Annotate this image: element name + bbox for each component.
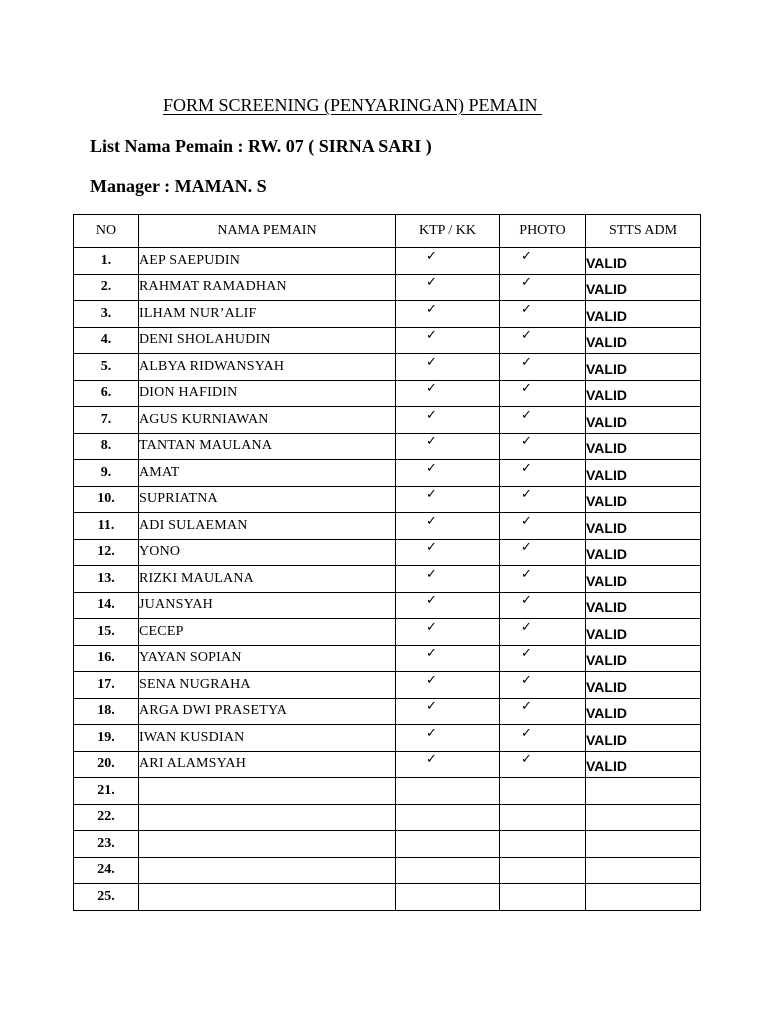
checkmark-icon: ✓ [426,301,437,317]
player-name: YAYAN SOPIAN [139,645,396,672]
checkmark-icon: ✓ [426,672,437,688]
table-row [74,354,701,381]
checkmark-icon: ✓ [521,487,532,503]
row-number: 20. [74,751,139,778]
player-screening-table [73,214,701,911]
photo-cell [500,460,586,487]
player-name [139,857,396,884]
status-badge: VALID [586,599,627,616]
checkmark-icon: ✓ [521,354,532,370]
table-row [74,327,701,354]
player-name: AEP SAEPUDIN [139,248,396,275]
status-badge: VALID [586,307,627,324]
header-photo: PHOTO [500,215,586,248]
header-ktp-kk: KTP / KK [396,215,500,248]
row-number: 8. [74,433,139,460]
player-name: ARGA DWI PRASETYA [139,698,396,725]
photo-cell [500,248,586,275]
checkmark-icon: ✓ [426,593,437,609]
checkmark-icon: ✓ [426,752,437,768]
ktp-kk-cell [396,645,500,672]
player-name: ALBYA RIDWANSYAH [139,354,396,381]
photo-cell [500,698,586,725]
status-badge: VALID [586,625,627,642]
player-name: DENI SHOLAHUDIN [139,327,396,354]
admin-status-cell [586,592,701,619]
ktp-kk-cell [396,407,500,434]
table-header-row [74,215,701,248]
ktp-kk-cell [396,857,500,884]
checkmark-icon: ✓ [426,248,437,264]
checkmark-icon: ✓ [521,301,532,317]
player-name: ILHAM NUR’ALIF [139,301,396,328]
player-name: JUANSYAH [139,592,396,619]
table-row [74,486,701,513]
player-name: YONO [139,539,396,566]
table-row [74,460,701,487]
checkmark-icon: ✓ [426,513,437,529]
ktp-kk-cell [396,619,500,646]
photo-cell [500,433,586,460]
checkmark-icon: ✓ [521,593,532,609]
player-name: ARI ALAMSYAH [139,751,396,778]
row-number: 1. [74,248,139,275]
table-row [74,274,701,301]
ktp-kk-cell [396,778,500,805]
ktp-kk-cell [396,354,500,381]
table-row [74,513,701,540]
row-number: 16. [74,645,139,672]
ktp-kk-cell [396,433,500,460]
checkmark-icon: ✓ [521,275,532,291]
row-number: 25. [74,884,139,911]
player-name: SUPRIATNA [139,486,396,513]
player-name: RAHMAT RAMADHAN [139,274,396,301]
status-badge: VALID [586,519,627,536]
admin-status-cell [586,831,701,858]
status-badge: VALID [586,334,627,351]
admin-status-cell [586,539,701,566]
row-number: 2. [74,274,139,301]
photo-cell [500,380,586,407]
player-name [139,831,396,858]
checkmark-icon: ✓ [521,434,532,450]
row-number: 21. [74,778,139,805]
player-list-heading: List Nama Pemain : RW. 07 ( SIRNA SARI ) [90,136,432,156]
status-badge: VALID [586,546,627,563]
photo-cell [500,645,586,672]
admin-status-cell [586,645,701,672]
checkmark-icon: ✓ [426,328,437,344]
row-number: 4. [74,327,139,354]
photo-cell [500,486,586,513]
checkmark-icon: ✓ [521,248,532,264]
admin-status-cell [586,619,701,646]
admin-status-cell [586,884,701,911]
checkmark-icon: ✓ [521,672,532,688]
admin-status-cell [586,327,701,354]
manager-heading: Manager : MAMAN. S [90,176,267,196]
row-number: 18. [74,698,139,725]
photo-cell [500,592,586,619]
row-number: 15. [74,619,139,646]
checkmark-icon: ✓ [426,725,437,741]
header-player-name: NAMA PEMAIN [139,215,396,248]
admin-status-cell [586,354,701,381]
checkmark-icon: ✓ [521,566,532,582]
checkmark-icon: ✓ [521,699,532,715]
checkmark-icon: ✓ [426,381,437,397]
player-name [139,804,396,831]
table-row [74,698,701,725]
player-name: ADI SULAEMAN [139,513,396,540]
ktp-kk-cell [396,513,500,540]
admin-status-cell [586,274,701,301]
player-name: AGUS KURNIAWAN [139,407,396,434]
ktp-kk-cell [396,831,500,858]
admin-status-cell [586,778,701,805]
player-name: AMAT [139,460,396,487]
row-number: 10. [74,486,139,513]
ktp-kk-cell [396,804,500,831]
admin-status-cell [586,486,701,513]
checkmark-icon: ✓ [426,566,437,582]
player-name [139,884,396,911]
admin-status-cell [586,380,701,407]
ktp-kk-cell [396,248,500,275]
checkmark-icon: ✓ [426,487,437,503]
row-number: 11. [74,513,139,540]
status-badge: VALID [586,466,627,483]
admin-status-cell [586,804,701,831]
ktp-kk-cell [396,539,500,566]
photo-cell [500,539,586,566]
photo-cell [500,274,586,301]
row-number: 12. [74,539,139,566]
status-badge: VALID [586,281,627,298]
photo-cell [500,672,586,699]
table-body [74,248,701,911]
checkmark-icon: ✓ [521,407,532,423]
checkmark-icon: ✓ [521,725,532,741]
status-badge: VALID [586,652,627,669]
admin-status-cell [586,566,701,593]
photo-cell [500,751,586,778]
table-row [74,433,701,460]
checkmark-icon: ✓ [426,275,437,291]
photo-cell [500,857,586,884]
checkmark-icon: ✓ [521,646,532,662]
ktp-kk-cell [396,566,500,593]
table-row [74,380,701,407]
photo-cell [500,354,586,381]
photo-cell [500,778,586,805]
player-name [139,778,396,805]
status-badge: VALID [586,678,627,695]
row-number: 24. [74,857,139,884]
row-number: 5. [74,354,139,381]
ktp-kk-cell [396,460,500,487]
status-badge: VALID [586,493,627,510]
row-number: 7. [74,407,139,434]
checkmark-icon: ✓ [521,328,532,344]
checkmark-icon: ✓ [426,646,437,662]
table-row [74,672,701,699]
player-name: DION HAFIDIN [139,380,396,407]
player-name: SENA NUGRAHA [139,672,396,699]
table-row [74,592,701,619]
checkmark-icon: ✓ [521,513,532,529]
header-admin-status: STTS ADM [586,215,701,248]
ktp-kk-cell [396,698,500,725]
table-row [74,831,701,858]
admin-status-cell [586,857,701,884]
status-badge: VALID [586,387,627,404]
photo-cell [500,566,586,593]
table-row [74,619,701,646]
ktp-kk-cell [396,327,500,354]
ktp-kk-cell [396,380,500,407]
checkmark-icon: ✓ [426,354,437,370]
player-name: TANTAN MAULANA [139,433,396,460]
admin-status-cell [586,433,701,460]
admin-status-cell [586,248,701,275]
row-number: 19. [74,725,139,752]
ktp-kk-cell [396,301,500,328]
checkmark-icon: ✓ [426,460,437,476]
status-badge: VALID [586,413,627,430]
table-row [74,301,701,328]
checkmark-icon: ✓ [426,699,437,715]
status-badge: VALID [586,572,627,589]
row-number: 13. [74,566,139,593]
ktp-kk-cell [396,751,500,778]
table-row [74,248,701,275]
photo-cell [500,301,586,328]
checkmark-icon: ✓ [521,752,532,768]
table-row [74,645,701,672]
photo-cell [500,619,586,646]
player-name: RIZKI MAULANA [139,566,396,593]
admin-status-cell [586,751,701,778]
table-row [74,778,701,805]
admin-status-cell [586,407,701,434]
photo-cell [500,884,586,911]
form-title: FORM SCREENING (PENYARINGAN) PEMAIN [163,95,543,115]
ktp-kk-cell [396,672,500,699]
admin-status-cell [586,725,701,752]
player-name: CECEP [139,619,396,646]
row-number: 22. [74,804,139,831]
checkmark-icon: ✓ [426,619,437,635]
checkmark-icon: ✓ [426,540,437,556]
admin-status-cell [586,698,701,725]
table-row [74,566,701,593]
row-number: 14. [74,592,139,619]
table-row [74,725,701,752]
table-row [74,751,701,778]
checkmark-icon: ✓ [521,381,532,397]
checkmark-icon: ✓ [426,407,437,423]
status-badge: VALID [586,440,627,457]
photo-cell [500,725,586,752]
ktp-kk-cell [396,884,500,911]
photo-cell [500,327,586,354]
header-no: NO [74,215,139,248]
photo-cell [500,804,586,831]
checkmark-icon: ✓ [426,434,437,450]
ktp-kk-cell [396,725,500,752]
ktp-kk-cell [396,592,500,619]
row-number: 17. [74,672,139,699]
player-name: IWAN KUSDIAN [139,725,396,752]
checkmark-icon: ✓ [521,460,532,476]
row-number: 23. [74,831,139,858]
checkmark-icon: ✓ [521,540,532,556]
row-number: 9. [74,460,139,487]
admin-status-cell [586,301,701,328]
status-badge: VALID [586,705,627,722]
status-badge: VALID [586,254,627,271]
table-row [74,857,701,884]
status-badge: VALID [586,360,627,377]
admin-status-cell [586,513,701,540]
table-row [74,804,701,831]
checkmark-icon: ✓ [521,619,532,635]
admin-status-cell [586,460,701,487]
table-row [74,884,701,911]
status-badge: VALID [586,758,627,775]
photo-cell [500,513,586,540]
photo-cell [500,831,586,858]
status-badge: VALID [586,731,627,748]
row-number: 3. [74,301,139,328]
table-row [74,539,701,566]
photo-cell [500,407,586,434]
table-row [74,407,701,434]
row-number: 6. [74,380,139,407]
ktp-kk-cell [396,486,500,513]
admin-status-cell [586,672,701,699]
ktp-kk-cell [396,274,500,301]
